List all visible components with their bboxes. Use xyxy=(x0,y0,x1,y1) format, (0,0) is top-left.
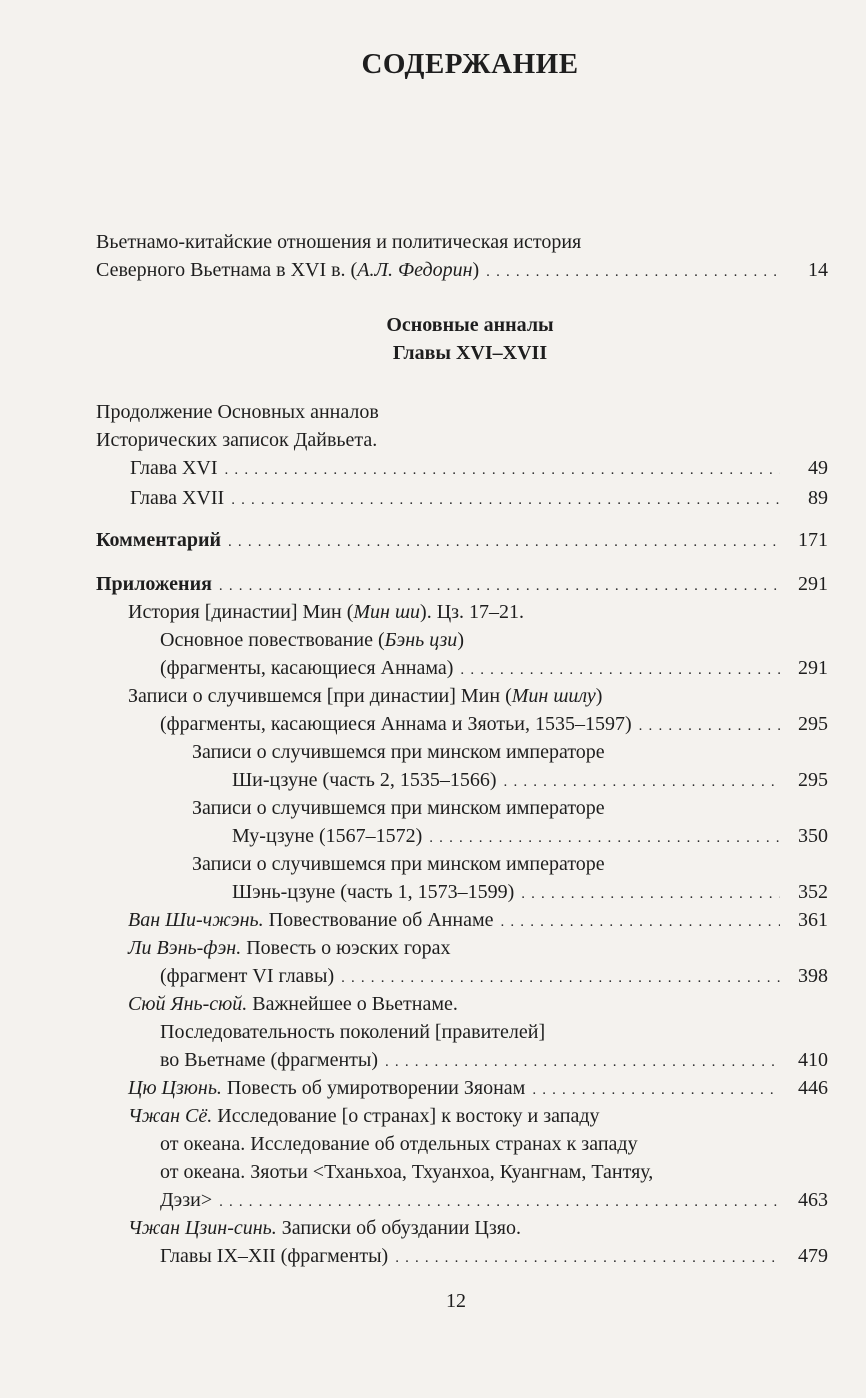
page-ref: 295 xyxy=(798,713,828,735)
page-ref: 171 xyxy=(798,529,828,551)
entry-commentary[interactable]: Комментарий . . . 171 xyxy=(0,526,828,554)
page-ref: 352 xyxy=(798,881,828,903)
page-ref: 361 xyxy=(798,909,828,931)
page-ref: 295 xyxy=(798,769,828,791)
leader-dots xyxy=(504,768,780,796)
entry-minshi-benji: Основное повествование (Бэнь цзи) xyxy=(160,629,464,651)
section-heading-chapters: Главы XVI–XVII xyxy=(392,342,548,364)
page-number: 12 xyxy=(446,1290,466,1312)
intro-entry[interactable]: Северного Вьетнама в XVI в. (А.Л. Федорин) . . . 14 xyxy=(0,256,828,284)
page-ref: 463 xyxy=(798,1189,828,1211)
leader-dots xyxy=(501,908,781,936)
page-ref: 89 xyxy=(808,487,828,509)
leader-dots xyxy=(639,712,780,740)
page-ref: 291 xyxy=(798,573,828,595)
leader-dots xyxy=(429,824,780,852)
entry-muzong[interactable]: Му-цзуне (1567–1572) . . . 350 xyxy=(0,822,828,850)
entry-appendix[interactable]: Приложения . . . 291 xyxy=(0,570,828,598)
entry-li[interactable]: (фрагмент VI главы) . . . 398 xyxy=(0,962,828,990)
entry-zhangjin[interactable]: Главы IX–XII (фрагменты) . . . 479 xyxy=(0,1242,828,1270)
entry-minshi-title: История [династии] Мин (Мин ши). Цз. 17–21. xyxy=(128,601,525,623)
entry-zhangxie-line-1: Чжан Сё. Исследование [о странах] к востоку и западу xyxy=(128,1105,600,1127)
entry-zhangxie-line-3: от океана. Зяотьи <Тханьхоа, Тхуанхоа, Куангнам, Тантяу, xyxy=(160,1161,654,1183)
entry-shizong[interactable]: Ши-цзуне (часть 2, 1535–1566) . . . 295 xyxy=(0,766,828,794)
page-ref: 49 xyxy=(808,457,828,479)
entry-shenzong[interactable]: Шэнь-цзуне (часть 1, 1573–1599) . . . 352 xyxy=(0,878,828,906)
entry-li-line-1: Ли Вэнь-фэн. Повесть о юэских горах xyxy=(128,937,451,959)
continuation-line-2: Исторических записок Дайвьета. xyxy=(96,429,378,451)
page-ref: 291 xyxy=(798,657,828,679)
entry-muzong-line-1: Записи о случившемся при минском императоре xyxy=(192,797,605,819)
entry-qiu[interactable]: Цю Цзюнь. Повесть об умиротворении Зяонам . . . 446 xyxy=(0,1074,828,1102)
entry-minshilu-fragments[interactable]: (фрагменты, касающиеся Аннама и Зяотьи, 1535–1597) . . . 295 xyxy=(0,710,828,738)
leader-dots xyxy=(532,1076,780,1104)
entry-xu-line-2: Последовательность поколений [правителей] xyxy=(160,1021,546,1043)
continuation-line-1: Продолжение Основных анналов xyxy=(96,401,379,423)
entry-shizong-line-1: Записи о случившемся при минском императоре xyxy=(192,741,605,763)
page-title: СОДЕРЖАНИЕ xyxy=(361,48,579,80)
entry-zhangxie[interactable]: Дэзи> . . . 463 xyxy=(0,1186,828,1214)
intro-author: А.Л. Федорин xyxy=(357,259,473,281)
leader-dots xyxy=(486,258,780,286)
leader-dots xyxy=(521,880,780,908)
leader-dots xyxy=(395,1244,780,1272)
leader-dots xyxy=(225,456,780,484)
entry-xu[interactable]: во Вьетнаме (фрагменты) . . . 410 xyxy=(0,1046,828,1074)
page-ref: 446 xyxy=(798,1077,828,1099)
page-ref: 479 xyxy=(798,1245,828,1267)
intro-line-1: Вьетнамо-китайские отношения и политическая история xyxy=(96,231,582,253)
entry-zhangxie-line-2: от океана. Исследование об отдельных странах к западу xyxy=(160,1133,638,1155)
leader-dots xyxy=(341,964,780,992)
leader-dots xyxy=(231,486,780,514)
leader-dots xyxy=(219,572,780,600)
entry-minshi-fragments[interactable]: (фрагменты, касающиеся Аннама) . . . 291 xyxy=(0,654,828,682)
leader-dots xyxy=(219,1188,780,1216)
page-ref: 398 xyxy=(798,965,828,987)
section-heading-annals: Основные анналы xyxy=(386,314,554,336)
entry-chapter-17[interactable]: Глава XVII . . . 89 xyxy=(0,484,828,512)
page-ref: 350 xyxy=(798,825,828,847)
entry-chapter-16[interactable]: Глава XVI . . . 49 xyxy=(0,454,828,482)
entry-minshilu-title: Записи о случившемся [при династии] Мин (Мин шилу) xyxy=(128,685,603,707)
entry-zhangjin-line-1: Чжан Цзин-синь. Записки об обуздании Цзяо. xyxy=(128,1217,521,1239)
entry-wang[interactable]: Ван Ши-чжэнь. Повествование об Аннаме . . . 361 xyxy=(0,906,828,934)
entry-shenzong-line-1: Записи о случившемся при минском императоре xyxy=(192,853,605,875)
page-ref: 14 xyxy=(808,259,828,281)
entry-xu-line-1: Сюй Янь-сюй. Важнейшее о Вьетнаме. xyxy=(128,993,458,1015)
leader-dots xyxy=(228,528,780,556)
leader-dots xyxy=(385,1048,780,1076)
page-ref: 410 xyxy=(798,1049,828,1071)
leader-dots xyxy=(460,656,780,684)
